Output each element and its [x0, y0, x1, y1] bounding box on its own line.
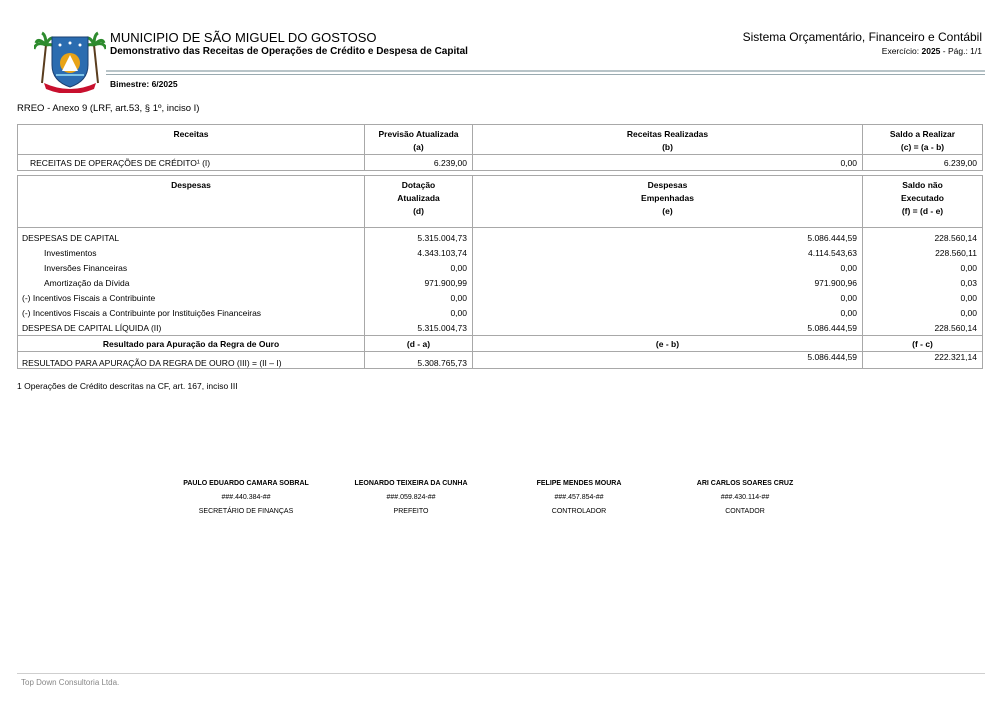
cell-value: 222.321,14: [863, 352, 983, 369]
signer-role: SECRETÁRIO DE FINANÇAS: [198, 508, 294, 515]
signer-role: CONTROLADOR: [551, 508, 607, 515]
revenue-table: [17, 124, 983, 171]
exercise-label: Exercício:: [881, 46, 920, 56]
signer-name: FELIPE MENDES MOURA: [536, 480, 622, 487]
signer-document: ###.457.854-##: [554, 494, 604, 501]
header-e-minus-b: (e - b): [473, 336, 863, 352]
row-label: RECEITAS DE OPERAÇÕES DE CRÉDITO¹ (I): [18, 155, 365, 171]
footnote: 1 Operações de Crédito descritas na CF, art. 167, inciso III: [17, 381, 238, 391]
header-saldo-nao-executado: Saldo não Executado (f) = (d - e): [863, 176, 983, 228]
signature-block: [494, 477, 664, 519]
cell-value: 0,03: [863, 276, 983, 291]
header-previsao-atualizada: Previsão Atualizada (a): [365, 125, 473, 155]
cell-value: 5.315.004,73: [365, 228, 473, 246]
cell-value: 228.560,11: [863, 246, 983, 261]
cell-value: 0,00: [863, 306, 983, 321]
cell-value: 6.239,00: [365, 155, 473, 171]
header-dotacao-atualizada: Dotação Atualizada (d): [365, 176, 473, 228]
row-label: Amortização da Dívida: [18, 276, 365, 291]
row-label: (-) Incentivos Fiscais a Contribuinte por Instituições Financeiras: [18, 306, 365, 321]
revenue-table-header: [18, 125, 983, 155]
signer-name: PAULO EDUARDO CAMARA SOBRAL: [183, 480, 309, 487]
table-row: [18, 261, 983, 276]
signer-document: ###.430.114-##: [720, 494, 770, 501]
table-row: [18, 276, 983, 291]
page-indicator: - Pág.: 1/1: [942, 46, 982, 56]
exercise-info: [882, 46, 982, 56]
signer-name: LEONARDO TEIXEIRA DA CUNHA: [354, 480, 468, 487]
signer-role: PREFEITO: [393, 508, 429, 515]
row-label: Inversões Financeiras: [18, 261, 365, 276]
footer-divider: [17, 673, 985, 674]
annex-reference: RREO - Anexo 9 (LRF, art.53, § 1º, inciso I): [17, 103, 200, 114]
cell-value: 5.315.004,73: [365, 321, 473, 336]
row-label: DESPESAS DE CAPITAL: [18, 228, 365, 246]
cell-value: 971.900,99: [365, 276, 473, 291]
signer-document: ###.059.824-##: [386, 494, 436, 501]
header-divider-thin: [106, 74, 985, 75]
table-row: [18, 246, 983, 261]
signer-name: ARI CARLOS SOARES CRUZ: [696, 480, 794, 487]
cell-value: 6.239,00: [863, 155, 983, 171]
table-row: [18, 228, 983, 246]
header-receitas-realizadas: Receitas Realizadas (b): [473, 125, 863, 155]
row-label: Investimentos: [18, 246, 365, 261]
signature-block: [161, 477, 331, 519]
header-saldo-a-realizar: Saldo a Realizar (c) = (a - b): [863, 125, 983, 155]
header-despesas-empenhadas: Despesas Empenhadas (e): [473, 176, 863, 228]
cell-value: 5.086.444,59: [473, 228, 863, 246]
header-despesas: Despesas: [18, 176, 365, 228]
signer-role: CONTADOR: [725, 508, 765, 515]
expense-table-header: [18, 176, 983, 228]
system-name: Sistema Orçamentário, Financeiro e Contábil: [742, 30, 982, 44]
table-row: [18, 155, 983, 171]
cell-value: 0,00: [863, 291, 983, 306]
cell-value: 0,00: [863, 261, 983, 276]
signature-block: [326, 477, 496, 519]
header-divider: [106, 70, 985, 72]
cell-value: 5.308.765,73: [365, 352, 473, 369]
golden-rule-header: [18, 336, 983, 352]
cell-value: 0,00: [473, 261, 863, 276]
cell-value: 0,00: [473, 291, 863, 306]
cell-value: 0,00: [365, 306, 473, 321]
company-name: Top Down Consultoria Ltda.: [21, 678, 120, 687]
golden-rule-row: [18, 352, 983, 369]
cell-value: 4.343.103,74: [365, 246, 473, 261]
cell-value: 5.086.444,59: [473, 352, 863, 369]
cell-value: 228.560,14: [863, 321, 983, 336]
signature-block: [660, 477, 830, 519]
cell-value: 0,00: [473, 155, 863, 171]
row-label: DESPESA DE CAPITAL LÍQUIDA (II): [18, 321, 365, 336]
signer-document: ###.440.384-##: [221, 494, 271, 501]
cell-value: 971.900,96: [473, 276, 863, 291]
table-row: [18, 321, 983, 336]
table-row: [18, 306, 983, 321]
row-label: RESULTADO PARA APURAÇÃO DA REGRA DE OURO (III) = (II – I): [18, 352, 365, 369]
header-d-minus-a: (d - a): [365, 336, 473, 352]
table-row: [18, 291, 983, 306]
header-golden-rule: Resultado para Apuração da Regra de Ouro: [18, 336, 365, 352]
period-label: Bimestre: 6/2025: [110, 79, 178, 89]
cell-value: 0,00: [365, 261, 473, 276]
cell-value: 5.086.444,59: [473, 321, 863, 336]
municipality-name: MUNICIPIO DE SÃO MIGUEL DO GOSTOSO: [110, 30, 377, 45]
exercise-year: 2025: [921, 46, 941, 56]
cell-value: 0,00: [365, 291, 473, 306]
municipal-crest-logo: [34, 25, 106, 93]
header-receitas: Receitas: [18, 125, 365, 155]
expense-table: [17, 175, 983, 369]
cell-value: 4.114.543,63: [473, 246, 863, 261]
row-label: (-) Incentivos Fiscais a Contribuinte: [18, 291, 365, 306]
cell-value: 228.560,14: [863, 228, 983, 246]
report-title: Demonstrativo das Receitas de Operações de Crédito e Despesa de Capital: [110, 46, 468, 57]
report-header: [0, 0, 1000, 100]
cell-value: 0,00: [473, 306, 863, 321]
header-f-minus-c: (f - c): [863, 336, 983, 352]
